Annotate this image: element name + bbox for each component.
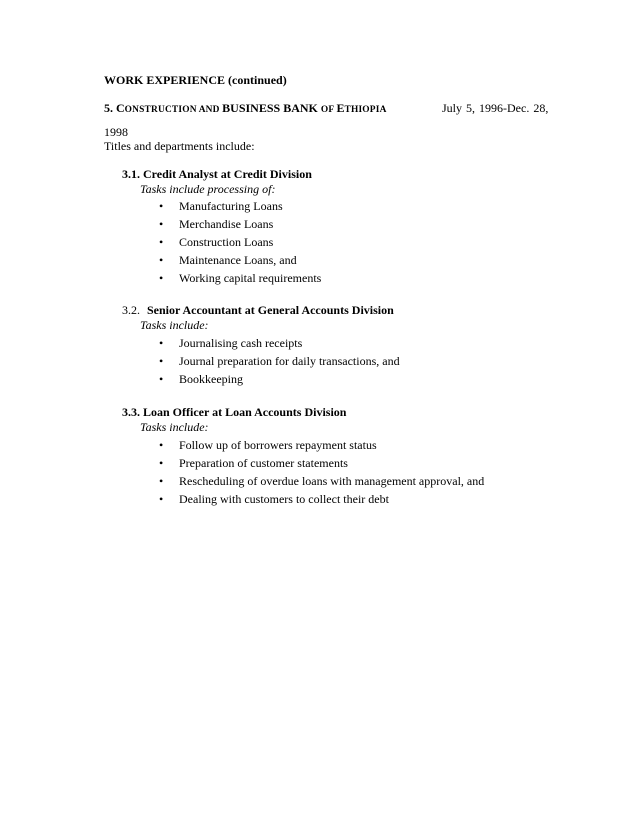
role-number: 3.1. (122, 167, 140, 181)
role-title: Loan Officer at Loan Accounts Division (143, 405, 347, 419)
role-heading (122, 303, 394, 318)
task-text: Merchandise Loans (179, 217, 274, 231)
role-heading (122, 405, 346, 420)
task-list (159, 438, 484, 510)
employer-name (116, 101, 387, 115)
bullet-icon: • (159, 354, 164, 368)
employer-heading (104, 101, 387, 118)
task-text: Bookkeeping (179, 372, 243, 386)
task-text: Journal preparation for daily transactions, and (179, 354, 400, 368)
employer-name-part: E (336, 101, 345, 115)
employer-name-part: ONSTRUCTION AND (124, 105, 223, 115)
task-text: Construction Loans (179, 235, 274, 249)
bullet-icon: • (159, 438, 164, 452)
employer-name-part: OF (320, 105, 337, 115)
bullet-icon: • (159, 372, 164, 386)
task-list (159, 336, 400, 390)
section-heading: WORK EXPERIENCE (continued) (104, 73, 287, 87)
task-text: Maintenance Loans, and (179, 253, 297, 267)
list-item (159, 372, 400, 390)
bullet-icon: • (159, 456, 164, 470)
task-text: Manufacturing Loans (179, 199, 283, 213)
list-item (159, 199, 321, 217)
bullet-icon: • (159, 492, 164, 506)
tasks-label: Tasks include processing of: (140, 182, 276, 196)
task-text: Rescheduling of overdue loans with management approval, and (179, 474, 485, 488)
role-number: 3.2. (122, 303, 140, 317)
bullet-icon: • (159, 253, 164, 267)
list-item (159, 492, 484, 510)
tasks-label: Tasks include: (140, 318, 209, 332)
titles-intro: Titles and departments include: (104, 139, 255, 153)
task-text: Preparation of customer statements (179, 456, 348, 470)
employer-name-part: THIOPIA (344, 105, 387, 115)
role-heading (122, 167, 312, 182)
employer-name-part: BUSINESS BANK (222, 101, 321, 115)
task-text: Journalising cash receipts (179, 336, 303, 350)
task-text: Working capital requirements (179, 271, 322, 285)
employment-dates-continued: 1998 (104, 125, 128, 139)
bullet-icon: • (159, 271, 164, 285)
bullet-icon: • (159, 217, 164, 231)
task-text: Dealing with customers to collect their debt (179, 492, 389, 506)
list-item (159, 438, 484, 456)
employment-dates: July 5, 1996-Dec. 28, (442, 101, 549, 115)
task-text: Follow up of borrowers repayment status (179, 438, 377, 452)
list-item (159, 253, 321, 271)
task-list (159, 199, 321, 289)
bullet-icon: • (159, 474, 164, 488)
role-title: Credit Analyst at Credit Division (143, 167, 312, 181)
list-item (159, 235, 321, 253)
role-title: Senior Accountant at General Accounts Division (147, 303, 394, 317)
list-item (159, 336, 400, 354)
list-item (159, 474, 484, 492)
employer-name-part: C (116, 101, 125, 115)
employer-number: 5. (104, 101, 113, 115)
list-item (159, 354, 400, 372)
role-number: 3.3. (122, 405, 140, 419)
bullet-icon: • (159, 336, 164, 350)
list-item (159, 456, 484, 474)
bullet-icon: • (159, 199, 164, 213)
list-item (159, 271, 321, 289)
bullet-icon: • (159, 235, 164, 249)
tasks-label: Tasks include: (140, 420, 209, 434)
list-item (159, 217, 321, 235)
